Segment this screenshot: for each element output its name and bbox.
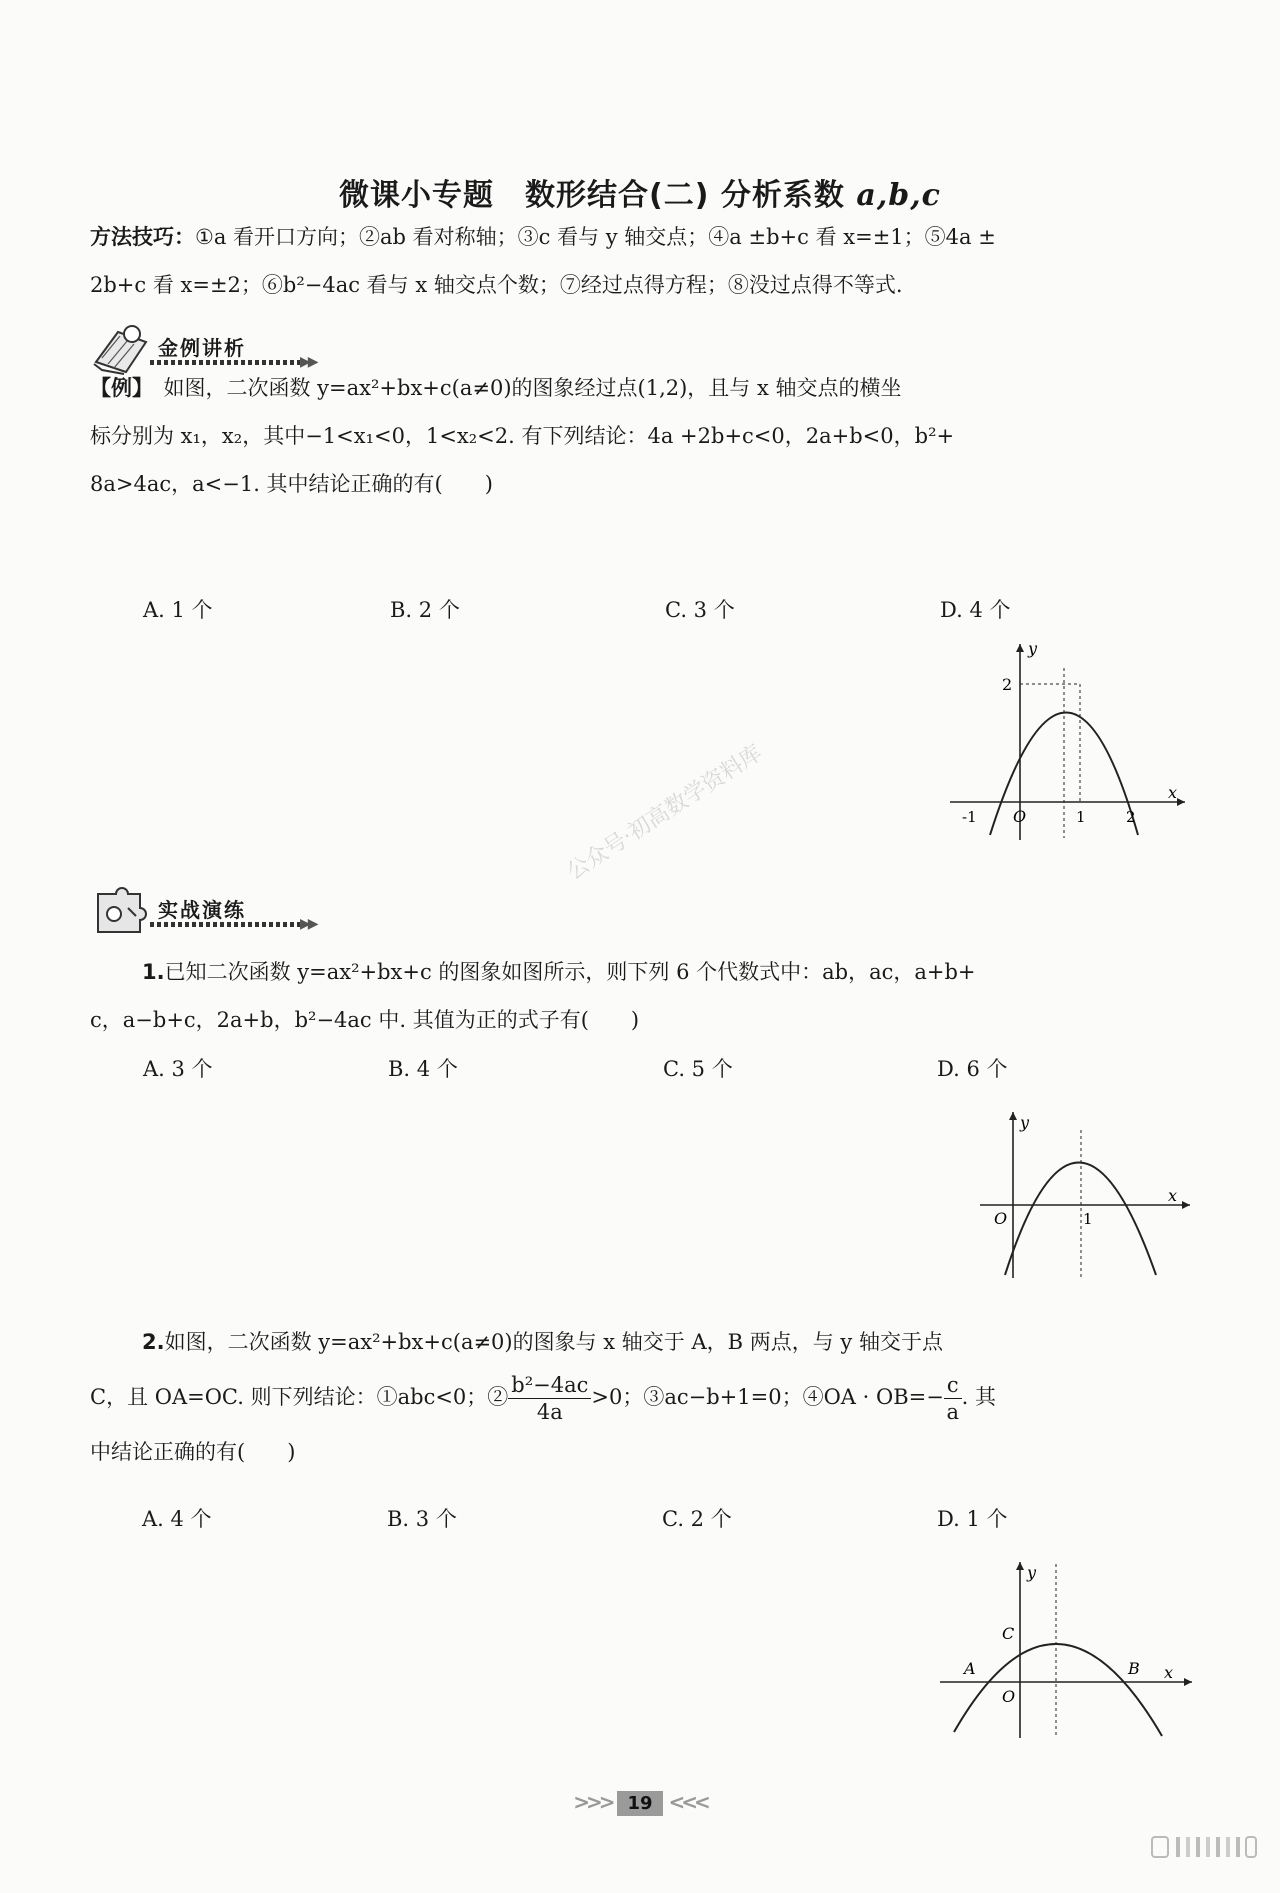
section-title-practice: 实战演练 — [158, 898, 246, 922]
method-line-2: 2b+c 看 x=±2；⑥b²−4ac 看与 x 轴交点个数；⑦经过点得方程；⑧没过点得不等式. — [90, 273, 903, 297]
example-option-c[interactable]: C. 3 个 — [665, 598, 735, 622]
question-1-graph — [980, 1110, 1200, 1280]
graph-tick-2: 2 — [1126, 808, 1136, 826]
method-line-1: ①a 看开口方向；②ab 看对称轴；③c 看与 y 轴交点；④a ±b+c 看 x=±1；⑤4a ± — [195, 225, 996, 249]
q1-graph-tick-1: 1 — [1083, 1210, 1093, 1228]
question-2-graph — [940, 1560, 1200, 1740]
question-2-line-2b: >0；③ac−b+1=0；④OA · OB=− — [591, 1385, 944, 1409]
q2-option-c[interactable]: C. 2 个 — [662, 1507, 732, 1531]
graph-origin: O — [1013, 807, 1027, 826]
example-line-1: 如图，二次函数 y=ax²+bx+c(a≠0)的图象经过点(1,2)，且与 x 轴交点的横坐 — [163, 376, 902, 400]
fraction-discriminant: $\frac{\text{b²−4ac}}{4a}$ — [508, 1372, 591, 1425]
question-1-line-2: c，a−b+c，2a+b，b²−4ac 中. 其值为正的式子有( ) — [90, 1008, 640, 1032]
q2-option-d[interactable]: D. 1 个 — [937, 1507, 1008, 1531]
example-parabola-graph — [950, 640, 1200, 840]
q2-graph-label-a: A — [964, 1659, 976, 1678]
example-line-2: 标分别为 x₁，x₂，其中−1<x₁<0，1<x₂<2. 有下列结论：4a +2b+c<0，2a+b<0，b²+ — [90, 424, 955, 448]
graph-tick-1: 1 — [1076, 808, 1086, 826]
method-block — [90, 213, 1190, 309]
puzzle-icon — [88, 880, 152, 940]
q2-graph-label-c: C — [1002, 1624, 1015, 1643]
q1-option-c[interactable]: C. 5 个 — [663, 1057, 733, 1081]
q1-graph-y-label: y — [1020, 1113, 1030, 1132]
toolbar-bars-icon[interactable] — [1150, 1835, 1260, 1859]
q1-option-a[interactable]: A. 3 个 — [143, 1057, 213, 1081]
method-label: 方法技巧： — [90, 225, 195, 249]
q2-option-a[interactable]: A. 4 个 — [142, 1507, 212, 1531]
graph-x-label: x — [1168, 783, 1178, 802]
question-2-line-1: 如图，二次函数 y=ax²+bx+c(a≠0)的图象与 x 轴交于 A，B 两点，与 y 轴交于点 — [164, 1330, 943, 1354]
example-tag: 【例】 — [90, 376, 143, 400]
q1-option-d[interactable]: D. 6 个 — [937, 1057, 1008, 1081]
q2-graph-y-label: y — [1027, 1563, 1037, 1582]
page-title: 微课小专题 数形结合(二) 分析系数 a,b,c — [339, 178, 941, 213]
example-block — [90, 364, 1190, 508]
graph-tick-y2: 2 — [1002, 675, 1013, 694]
question-1-number: 1. — [142, 960, 165, 984]
chevron-right-icon: ▶▶ — [300, 916, 316, 932]
question-2-line-2c: . 其 — [961, 1385, 996, 1409]
chevron-right-icon: >>> — [573, 1790, 612, 1814]
q2-graph-x-label: x — [1164, 1663, 1174, 1682]
page-number: >>> 19 <<< — [573, 1790, 707, 1814]
example-line-3: 8a>4ac，a<−1. 其中结论正确的有( ) — [90, 472, 493, 496]
section-title-example: 金例讲析 — [158, 336, 246, 360]
question-1 — [90, 948, 1190, 1044]
fraction-c-over-a: $\frac{c}{a}$ — [944, 1372, 962, 1425]
chevron-left-icon: <<< — [668, 1790, 707, 1814]
example-option-a[interactable]: A. 1 个 — [143, 598, 213, 622]
q2-graph-label-b: B — [1128, 1659, 1140, 1678]
example-option-d[interactable]: D. 4 个 — [940, 598, 1011, 622]
q1-option-b[interactable]: B. 4 个 — [388, 1057, 458, 1081]
graph-y-label: y — [1028, 640, 1038, 658]
title-variables: a,b,c — [856, 178, 941, 213]
section-badge-practice — [88, 880, 328, 940]
q2-graph-origin: O — [1002, 1687, 1016, 1706]
question-2-line-2a: C，且 OA=OC. 则下列结论：①abc<0；② — [90, 1385, 509, 1409]
graph-tick-neg1: -1 — [962, 808, 977, 826]
q1-graph-x-label: x — [1168, 1186, 1178, 1205]
question-2-line-3: 中结论正确的有( ) — [90, 1440, 296, 1464]
question-1-line-1: 已知二次函数 y=ax²+bx+c 的图象如图所示，则下列 6 个代数式中：ab，ac，a+b+ — [164, 960, 976, 984]
q2-option-b[interactable]: B. 3 个 — [387, 1507, 457, 1531]
question-2 — [90, 1318, 1190, 1476]
question-2-number: 2. — [142, 1330, 165, 1354]
example-option-b[interactable]: B. 2 个 — [390, 598, 460, 622]
chevron-right-icon: ▶▶ — [300, 354, 316, 370]
q1-graph-origin: O — [994, 1209, 1008, 1228]
watermark: 公众号·初高数学资料库 — [562, 740, 767, 886]
